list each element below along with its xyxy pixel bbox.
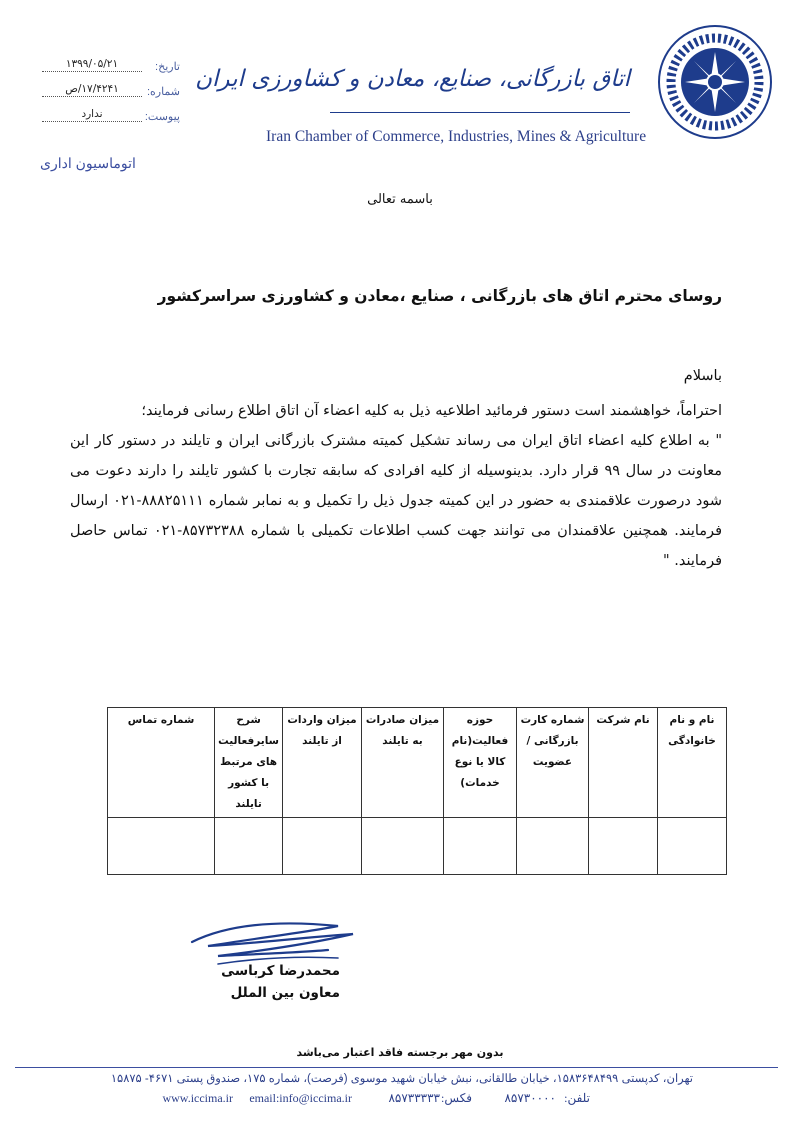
email-link[interactable]: email:info@iccima.ir bbox=[249, 1091, 352, 1105]
meta-attachment-value: ندارد bbox=[42, 108, 142, 122]
col-commerce-card: شماره کارت بازرگانی / عضویت bbox=[517, 708, 589, 818]
brand-name-en: Iran Chamber of Commerce, Industries, Mines & Agriculture bbox=[266, 128, 647, 145]
letter-paragraph-1: احتراماً، خواهشمند است دستور فرمائید اطلاعیه ذیل به کلیه اعضاء آن اتاق اطلاع رسانی فرمایند؛ bbox=[141, 403, 722, 419]
footer-address: تهران، کدپستی ۱۵۸۳۶۴۸۴۹۹، خیابان طالقانی، نبش خیابان شهید موسوی (فرصت)، شماره ۱۷۵، صندوق پستی ۴۶۷۱- ۱۵۸۷۵ bbox=[110, 1073, 693, 1085]
table-cell[interactable] bbox=[362, 818, 444, 875]
col-contact-number: شماره تماس bbox=[108, 708, 215, 818]
table-cell[interactable] bbox=[215, 818, 283, 875]
meta-attachment-label: پیوست: bbox=[144, 111, 180, 123]
meta-attachment bbox=[40, 108, 180, 128]
table-header-row bbox=[108, 708, 727, 818]
signatory bbox=[150, 960, 340, 1004]
table-cell[interactable] bbox=[658, 818, 727, 875]
col-company-name: نام شرکت bbox=[589, 708, 658, 818]
signatory-name: محمدرضا کرباسی bbox=[221, 963, 340, 979]
col-activity-field: حوزه فعالیت(نام کالا یا نوع خدمات) bbox=[444, 708, 517, 818]
col-full-name: نام و نام خانوادگی bbox=[658, 708, 727, 818]
col-export-amount: میزان صادرات به تایلند bbox=[362, 708, 444, 818]
letter-body bbox=[70, 396, 722, 576]
signatory-title: معاون بین الملل bbox=[230, 985, 340, 1001]
brand-name-fa: اتاق بازرگانی، صنایع، معادن و کشاورزی ایران bbox=[195, 66, 630, 92]
department-label: اتوماسیون اداری bbox=[40, 155, 136, 171]
meta-date bbox=[40, 58, 180, 78]
iccima-logo bbox=[655, 22, 775, 142]
phone-label: تلفن: bbox=[564, 1091, 590, 1105]
brand-divider bbox=[330, 112, 630, 113]
table-cell[interactable] bbox=[108, 818, 215, 875]
basmala: باسمه تعالی bbox=[367, 192, 433, 207]
meta-number-value: ۱۷/۴۲۴۱/ص bbox=[42, 83, 142, 97]
table-cell[interactable] bbox=[589, 818, 658, 875]
col-other-activities: شرح سایرفعالیت های مرتبط با کشور تایلند bbox=[215, 708, 283, 818]
table-cell[interactable] bbox=[283, 818, 362, 875]
applicant-table bbox=[107, 707, 727, 875]
meta-number-label: شماره: bbox=[146, 86, 180, 98]
phone-number: ۸۵۷۳۰۰۰۰ bbox=[504, 1091, 556, 1105]
table-cell[interactable] bbox=[517, 818, 589, 875]
footer-divider bbox=[15, 1067, 778, 1068]
fax-number: ۸۵۷۳۳۳۳۳ bbox=[388, 1091, 440, 1105]
website-link[interactable]: www.iccima.ir bbox=[162, 1091, 233, 1105]
recipient-line: روسای محترم اتاق های بازرگانی ، صنایع ،معادن و کشاورزی سراسرکشور bbox=[157, 287, 722, 305]
seal-note: بدون مهر برجسته فاقد اعتبار می‌باشد bbox=[296, 1046, 504, 1059]
table-row bbox=[108, 818, 727, 875]
footer-contact bbox=[150, 1091, 590, 1109]
col-import-amount: میزان واردات از تایلند bbox=[283, 708, 362, 818]
meta-date-value: ۱۳۹۹/۰۵/۲۱ bbox=[42, 58, 142, 72]
fax-label: فکس: bbox=[441, 1091, 472, 1105]
letter-paragraph-2: " به اطلاع کلیه اعضاء اتاق ایران می رساند تشکیل کمیته مشترک بازرگانی ایران و تایلند در دستور کار این معاونت در سال ۹۹ قرار دارد. بدینوسیله از کلیه افرادی که سابقه تجارت با کشور تایلند را دارند دعوت می شود درصورت علاقمندی به حضور در این کمیته جدول ذیل را تکمیل و به نمابر شماره ۸۸۸۲۵۱۱۱-۰۲۱ ارسال فرمایند. همچنین علاقمندان می توانند جهت کسب اطلاعات تکمیلی با شماره ۸۵۷۳۲۳۸۸-۰۲۱ تماس حاصل فرمایند. " bbox=[70, 433, 722, 569]
table-cell[interactable] bbox=[444, 818, 517, 875]
greeting: باسلام bbox=[683, 368, 722, 384]
meta-date-label: تاریخ: bbox=[155, 61, 180, 73]
meta-number bbox=[40, 83, 180, 103]
